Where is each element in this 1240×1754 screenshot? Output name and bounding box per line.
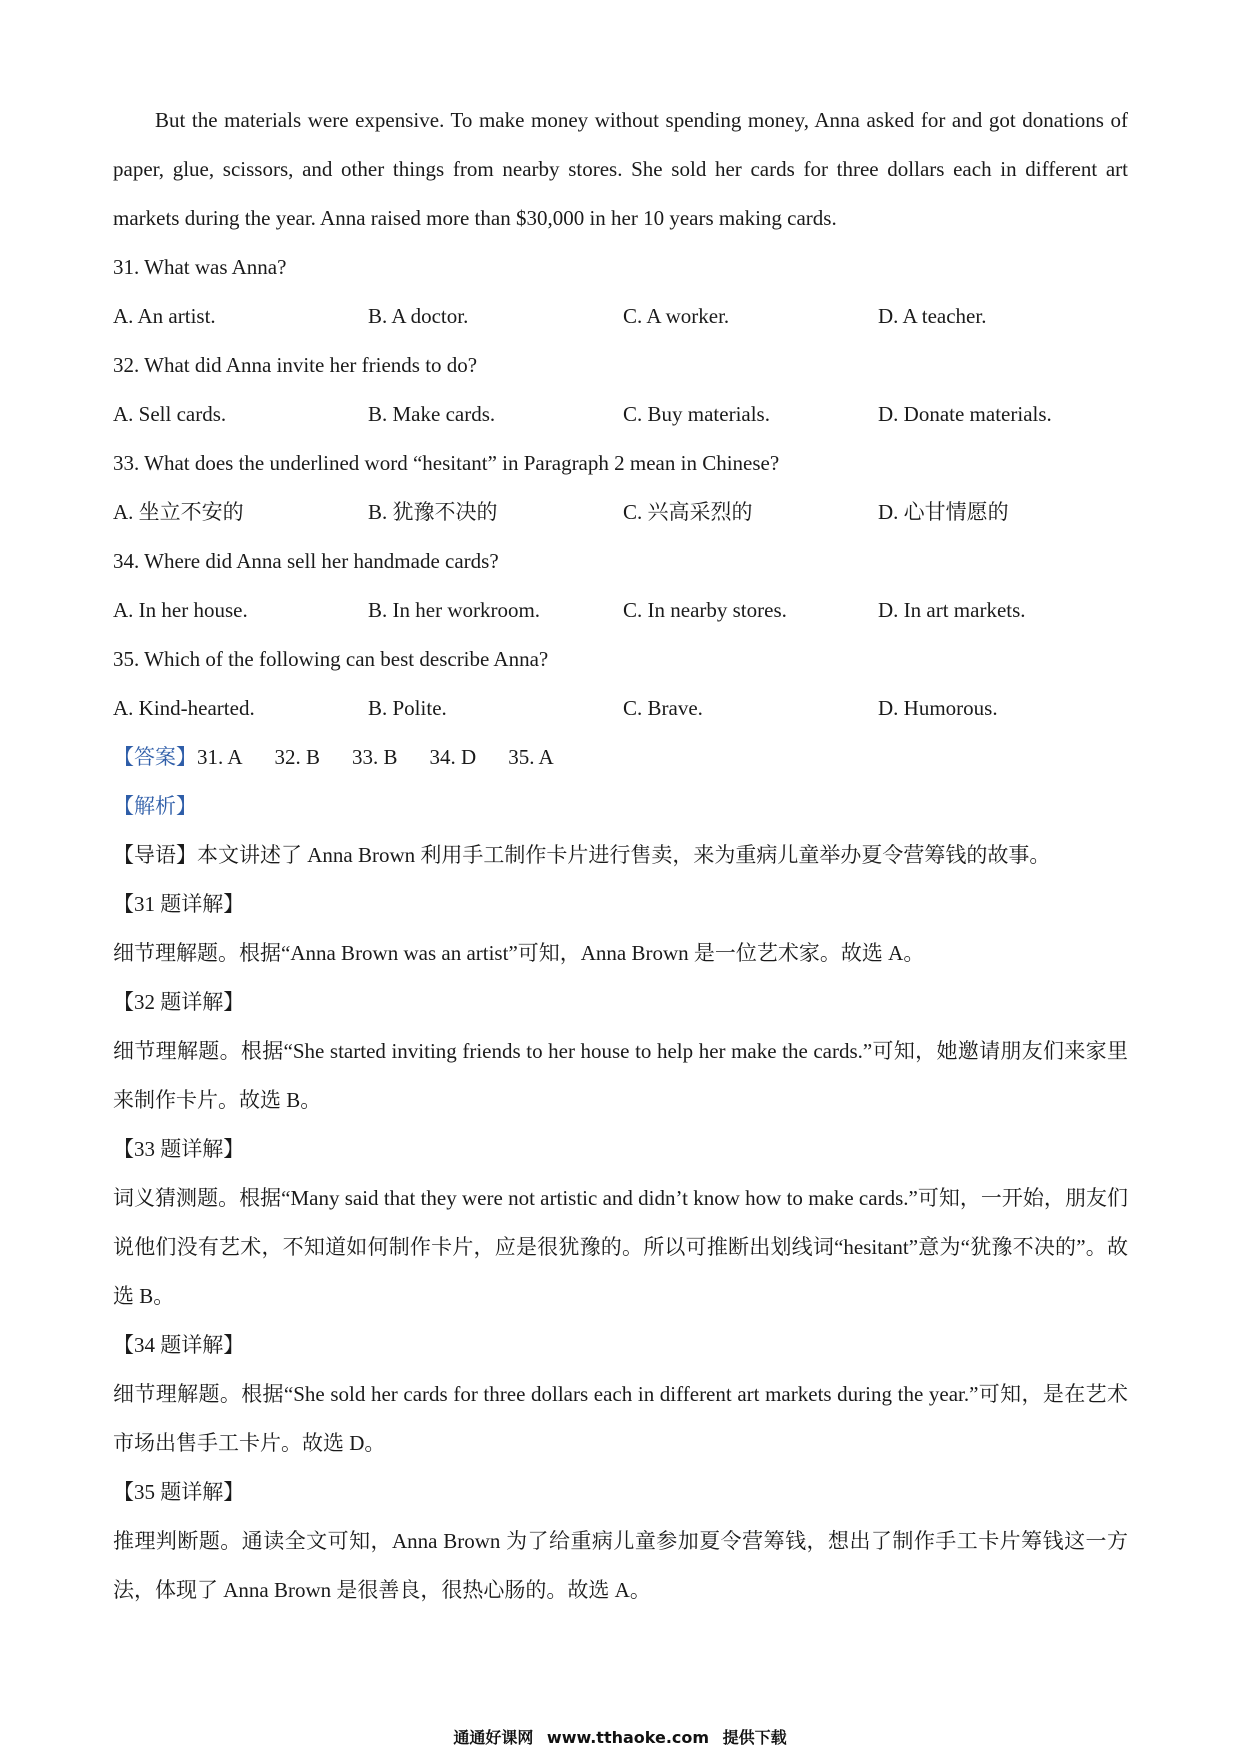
option-d: D. Humorous. [878, 696, 998, 720]
detail-32-heading: 【32 题详解】 [113, 990, 245, 1014]
option-b: B. A doctor. [368, 304, 469, 328]
option-a: A. Kind-hearted. [113, 696, 255, 720]
option-a: A. An artist. [113, 304, 216, 328]
footer-site-name: 通通好课网 [453, 1728, 534, 1747]
question-31-stem: 31. What was Anna? [113, 255, 287, 279]
footer-suffix: 提供下载 [722, 1728, 787, 1747]
page-footer [0, 1725, 1240, 1748]
option-c: C. A worker. [623, 304, 730, 328]
option-b: B. Make cards. [368, 402, 496, 426]
detail-34-text: 细节理解题。根据“She sold her cards for three dollars each in different art markets during the year.”可知，是在艺术市场出售手工卡片。故选 D。 [113, 1382, 1128, 1455]
option-b: B. Polite. [368, 696, 447, 720]
option-c: C. In nearby stores. [623, 598, 787, 622]
option-d: D. A teacher. [878, 304, 987, 328]
footer-url[interactable]: www.tthaoke.com [546, 1728, 710, 1747]
answer-31: 31. A [197, 745, 243, 769]
answer-35: 35. A [508, 745, 554, 769]
passage-paragraph: But the materials were expensive. To make money without spending money, Anna asked for and got donations of paper, glue, scissors, and other things from nearby stores. She sold her cards for three dollars each in different art markets during the year. Anna raised more than $30,000 in her 10 years making cards. [113, 108, 1128, 230]
document-page [113, 96, 1128, 1615]
detail-31-text: 细节理解题。根据“Anna Brown was an artist”可知，Anna Brown 是一位艺术家。故选 A。 [113, 941, 925, 965]
question-34-options [113, 586, 1128, 635]
detail-32-text: 细节理解题。根据“She started inviting friends to her house to help her make the cards.”可知，她邀请朋友们来家里来制作卡片。故选 B。 [113, 1039, 1128, 1112]
guide-text: 本文讲述了 Anna Brown 利用手工制作卡片进行售卖，来为重病儿童举办夏令营筹钱的故事。 [197, 843, 1051, 867]
detail-35-text: 推理判断题。通读全文可知，Anna Brown 为了给重病儿童参加夏令营筹钱，想出了制作手工卡片筹钱这一方法，体现了 Anna Brown 是很善良，很热心肠的。故选 A。 [113, 1529, 1128, 1602]
question-35-stem: 35. Which of the following can best describe Anna? [113, 647, 549, 671]
question-33-stem: 33. What does the underlined word “hesitant” in Paragraph 2 mean in Chinese? [113, 451, 780, 475]
answer-33: 33. B [352, 745, 398, 769]
option-c: C. Buy materials. [623, 402, 770, 426]
option-a: A. Sell cards. [113, 402, 227, 426]
guide-label: 【导语】 [113, 843, 197, 867]
option-d: D. Donate materials. [878, 402, 1052, 426]
detail-34-heading: 【34 题详解】 [113, 1333, 245, 1357]
question-31-options [113, 292, 1128, 341]
question-32-stem: 32. What did Anna invite her friends to do? [113, 353, 478, 377]
question-34-stem: 34. Where did Anna sell her handmade cards? [113, 549, 499, 573]
question-35-options [113, 684, 1128, 733]
answer-label: 【答案】 [113, 745, 197, 769]
option-b: B. 犹豫不决的 [368, 500, 498, 524]
question-32-options [113, 390, 1128, 439]
detail-33-text: 词义猜测题。根据“Many said that they were not artistic and didn’t know how to make cards.”可知，一开始，朋友们说他们没有艺术，不知道如何制作卡片，应是很犹豫的。所以可推断出划线词“hesitant”意为“犹豫不决的”。故选 B。 [113, 1186, 1128, 1308]
option-a: A. 坐立不安的 [113, 500, 244, 524]
option-a: A. In her house. [113, 598, 248, 622]
option-b: B. In her workroom. [368, 598, 541, 622]
question-33-options [113, 488, 1128, 537]
detail-31-heading: 【31 题详解】 [113, 892, 245, 916]
option-c: C. 兴高采烈的 [623, 500, 753, 524]
detail-33-heading: 【33 题详解】 [113, 1137, 245, 1161]
guide-paragraph [113, 831, 1128, 880]
answer-34: 34. D [429, 745, 477, 769]
answer-row [113, 733, 1128, 782]
option-c: C. Brave. [623, 696, 703, 720]
answer-32: 32. B [274, 745, 321, 769]
option-d: D. In art markets. [878, 598, 1026, 622]
option-d: D. 心甘情愿的 [878, 500, 1009, 524]
analysis-label: 【解析】 [113, 794, 197, 818]
detail-35-heading: 【35 题详解】 [113, 1480, 245, 1504]
